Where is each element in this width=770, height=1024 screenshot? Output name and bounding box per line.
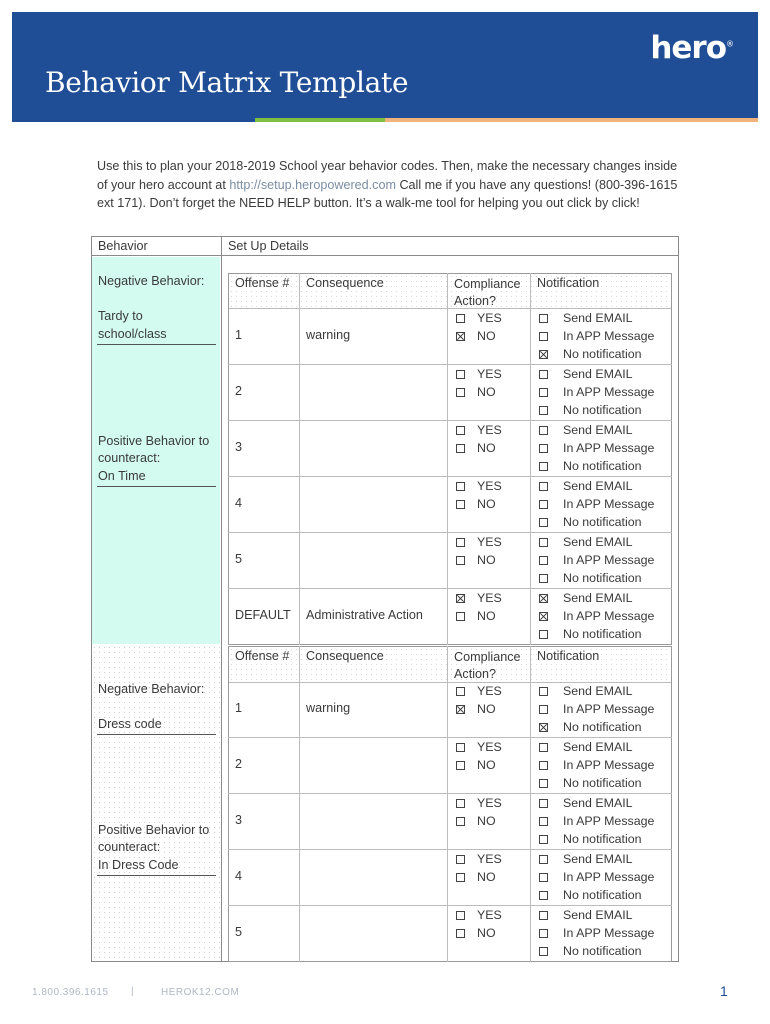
consequence-column-header: Consequence	[306, 649, 384, 663]
positive-behavior-label: Positive Behavior to	[98, 434, 210, 448]
negative-behavior-label: Negative Behavior:	[98, 682, 205, 696]
page-title: Behavior Matrix Template	[45, 66, 409, 99]
offense-number: 2	[235, 757, 243, 771]
offense-column-header: Offense #	[235, 276, 290, 290]
fill-in-line	[97, 734, 216, 735]
notification-email-option[interactable]	[539, 311, 633, 325]
compliance-yes-option[interactable]	[456, 423, 502, 437]
intro-text: Use this to plan your 2018-2019 School year behavior codes. Then, make the necessary changes inside of your hero account at	[97, 159, 678, 192]
positive-behavior-name[interactable]: On Time	[98, 469, 146, 483]
offense-number: 1	[235, 328, 243, 342]
notification-email-option[interactable]	[539, 684, 633, 698]
option-label: No notification	[563, 627, 642, 641]
option-label: NO	[477, 926, 496, 940]
option-label: No notification	[563, 571, 642, 585]
compliance-no-option[interactable]	[456, 441, 496, 455]
checkbox-none[interactable]	[539, 518, 548, 527]
option-label: YES	[477, 684, 502, 698]
option-label: Send EMAIL	[563, 908, 633, 922]
offense-number: 4	[235, 869, 243, 883]
fill-in-line	[97, 344, 216, 345]
checkbox-no[interactable]	[456, 929, 465, 938]
checkbox-no[interactable]	[456, 556, 465, 565]
option-label: No notification	[563, 888, 642, 902]
checkbox-none[interactable]	[539, 947, 548, 956]
checkbox-email[interactable]	[539, 799, 548, 808]
notification-app-option[interactable]	[539, 497, 654, 511]
option-label: Send EMAIL	[563, 852, 633, 866]
offense-column-header: Offense #	[235, 649, 290, 663]
checkbox-none[interactable]	[539, 630, 548, 639]
fill-in-line	[97, 486, 216, 487]
option-label: Send EMAIL	[563, 311, 633, 325]
offense-number: DEFAULT	[235, 608, 291, 622]
logo-registered-mark: ®	[726, 39, 734, 49]
checkbox-email[interactable]	[539, 687, 548, 696]
checkbox-none[interactable]	[539, 350, 548, 359]
option-label: NO	[477, 441, 496, 455]
notification-email-option[interactable]	[539, 423, 633, 437]
option-label: NO	[477, 814, 496, 828]
notification-column-header: Notification	[537, 649, 600, 663]
compliance-yes-option[interactable]	[456, 740, 502, 754]
compliance-no-option[interactable]	[456, 702, 496, 716]
checkbox-yes[interactable]	[456, 799, 465, 808]
compliance-no-option[interactable]	[456, 497, 496, 511]
compliance-no-option[interactable]	[456, 385, 496, 399]
setup-details-column-header: Set Up Details	[228, 239, 309, 253]
checkbox-yes[interactable]	[456, 314, 465, 323]
notification-email-option[interactable]	[539, 591, 633, 605]
option-label: No notification	[563, 403, 642, 417]
accent-stripe-green	[255, 118, 385, 122]
offense-number: 5	[235, 925, 243, 939]
notification-app-option[interactable]	[539, 553, 654, 567]
option-label: NO	[477, 385, 496, 399]
notification-email-option[interactable]	[539, 796, 633, 810]
compliance-yes-option[interactable]	[456, 852, 502, 866]
checkbox-no[interactable]	[456, 873, 465, 882]
option-label: Send EMAIL	[563, 423, 633, 437]
option-label: No notification	[563, 459, 642, 473]
checkbox-none[interactable]	[539, 462, 548, 471]
checkbox-app[interactable]	[539, 332, 548, 341]
checkbox-app[interactable]	[539, 873, 548, 882]
fill-in-line	[97, 875, 216, 876]
checkbox-no[interactable]	[456, 612, 465, 621]
checkbox-none[interactable]	[539, 723, 548, 732]
checkbox-email[interactable]	[539, 538, 548, 547]
checkbox-no[interactable]	[456, 388, 465, 397]
notification-email-option[interactable]	[539, 479, 633, 493]
notification-app-option[interactable]	[539, 385, 654, 399]
table-header-row	[91, 236, 679, 256]
setup-table-header	[229, 274, 671, 309]
compliance-yes-option[interactable]	[456, 367, 502, 381]
offense-number: 1	[235, 701, 243, 715]
option-label: No notification	[563, 944, 642, 958]
compliance-no-option[interactable]	[456, 926, 496, 940]
header-banner	[12, 12, 758, 118]
checkbox-app[interactable]	[539, 556, 548, 565]
option-label: YES	[477, 740, 502, 754]
option-label: In APP Message	[563, 553, 655, 567]
footer-separator: |	[131, 986, 134, 997]
notification-none-option[interactable]	[539, 459, 642, 473]
column-divider	[221, 236, 222, 962]
option-label: In APP Message	[563, 441, 655, 455]
checkbox-email[interactable]	[539, 482, 548, 491]
option-label: In APP Message	[563, 609, 655, 623]
compliance-no-option[interactable]	[456, 553, 496, 567]
compliance-yes-option[interactable]	[456, 796, 502, 810]
positive-behavior-label: Positive Behavior to	[98, 823, 210, 837]
option-label: NO	[477, 702, 496, 716]
option-label: YES	[477, 479, 502, 493]
checkbox-no[interactable]	[456, 705, 465, 714]
checkbox-yes[interactable]	[456, 743, 465, 752]
option-label: Send EMAIL	[563, 740, 633, 754]
option-label: NO	[477, 497, 496, 511]
notification-email-option[interactable]	[539, 535, 633, 549]
notification-app-option[interactable]	[539, 441, 654, 455]
option-label: NO	[477, 553, 496, 567]
option-label: In APP Message	[563, 702, 655, 716]
consequence-column-header: Consequence	[306, 276, 384, 290]
checkbox-yes[interactable]	[456, 426, 465, 435]
notification-none-option[interactable]	[539, 944, 642, 958]
logo-text: hero	[650, 30, 726, 66]
checkbox-yes[interactable]	[456, 855, 465, 864]
checkbox-none[interactable]	[539, 835, 548, 844]
option-label: In APP Message	[563, 926, 655, 940]
compliance-column-header: Compliance Action?	[454, 277, 521, 308]
option-label: No notification	[563, 832, 642, 846]
footer-phone: 1.800.396.1615	[32, 987, 109, 998]
checkbox-none[interactable]	[539, 406, 548, 415]
intro-text-continued: Call me if you have any questions! (800-396-1615 ext 171). Don’t forget the NEED HELP button. It’s a walk-me tool for helping you out click by click!	[97, 177, 678, 210]
compliance-yes-option[interactable]	[456, 311, 502, 325]
notification-email-option[interactable]	[539, 852, 633, 866]
checkbox-app[interactable]	[539, 612, 548, 621]
option-label: In APP Message	[563, 497, 655, 511]
checkbox-app[interactable]	[539, 705, 548, 714]
notification-none-option[interactable]	[539, 888, 642, 902]
page-number: 1	[720, 983, 728, 999]
notification-app-option[interactable]	[539, 609, 654, 623]
option-label: YES	[477, 852, 502, 866]
checkbox-email[interactable]	[539, 743, 548, 752]
setup-table-header	[229, 647, 671, 683]
option-label: YES	[477, 423, 502, 437]
notification-none-option[interactable]	[539, 571, 642, 585]
option-label: YES	[477, 796, 502, 810]
negative-behavior-name[interactable]: Tardy to	[98, 309, 143, 323]
checkbox-app[interactable]	[539, 444, 548, 453]
notification-app-option[interactable]	[539, 814, 654, 828]
option-label: NO	[477, 329, 496, 343]
checkbox-app[interactable]	[539, 500, 548, 509]
notification-email-option[interactable]	[539, 908, 633, 922]
option-label: Send EMAIL	[563, 684, 633, 698]
checkbox-no[interactable]	[456, 332, 465, 341]
checkbox-none[interactable]	[539, 779, 548, 788]
checkbox-email[interactable]	[539, 911, 548, 920]
checkbox-yes[interactable]	[456, 538, 465, 547]
compliance-no-option[interactable]	[456, 609, 496, 623]
option-label: YES	[477, 591, 502, 605]
compliance-yes-option[interactable]	[456, 535, 502, 549]
option-label: NO	[477, 609, 496, 623]
checkbox-yes[interactable]	[456, 482, 465, 491]
behavior-column-header: Behavior	[98, 239, 148, 253]
notification-app-option[interactable]	[539, 926, 654, 940]
checkbox-no[interactable]	[456, 817, 465, 826]
checkbox-email[interactable]	[539, 314, 548, 323]
compliance-no-option[interactable]	[456, 758, 496, 772]
option-label: No notification	[563, 515, 642, 529]
notification-none-option[interactable]	[539, 720, 642, 734]
checkbox-no[interactable]	[456, 761, 465, 770]
offense-number: 3	[235, 440, 243, 454]
compliance-no-option[interactable]	[456, 814, 496, 828]
notification-app-option[interactable]	[539, 329, 654, 343]
notification-app-option[interactable]	[539, 702, 654, 716]
notification-email-option[interactable]	[539, 740, 633, 754]
checkbox-email[interactable]	[539, 426, 548, 435]
option-label: No notification	[563, 347, 642, 361]
option-label: In APP Message	[563, 385, 655, 399]
offense-number: 3	[235, 813, 243, 827]
notification-none-option[interactable]	[539, 776, 642, 790]
compliance-no-option[interactable]	[456, 870, 496, 884]
option-label: In APP Message	[563, 814, 655, 828]
compliance-yes-option[interactable]	[456, 908, 502, 922]
checkbox-no[interactable]	[456, 444, 465, 453]
consequence-value[interactable]: warning	[306, 701, 351, 715]
option-label: YES	[477, 311, 502, 325]
positive-behavior-label: counteract:	[98, 840, 161, 854]
option-label: YES	[477, 908, 502, 922]
option-label: Send EMAIL	[563, 535, 633, 549]
option-label: YES	[477, 535, 502, 549]
notification-none-option[interactable]	[539, 832, 642, 846]
compliance-yes-option[interactable]	[456, 591, 502, 605]
option-label: In APP Message	[563, 758, 655, 772]
accent-stripe-orange	[385, 118, 758, 122]
intro-paragraph	[97, 157, 691, 213]
negative-behavior-name[interactable]: Dress code	[98, 717, 162, 731]
checkbox-email[interactable]	[539, 370, 548, 379]
checkbox-yes[interactable]	[456, 911, 465, 920]
checkbox-none[interactable]	[539, 574, 548, 583]
checkbox-app[interactable]	[539, 388, 548, 397]
footer-website: HEROK12.COM	[161, 987, 240, 998]
consequence-value[interactable]: warning	[306, 328, 351, 342]
option-label: YES	[477, 367, 502, 381]
option-label: Send EMAIL	[563, 479, 633, 493]
checkbox-yes[interactable]	[456, 370, 465, 379]
option-label: NO	[477, 758, 496, 772]
offense-number: 4	[235, 496, 243, 510]
checkbox-no[interactable]	[456, 500, 465, 509]
compliance-column-header: Compliance Action?	[454, 650, 521, 681]
option-label: In APP Message	[563, 329, 655, 343]
offense-number: 5	[235, 552, 243, 566]
compliance-yes-option[interactable]	[456, 684, 502, 698]
negative-behavior-name[interactable]: school/class	[98, 327, 167, 341]
notification-column-header: Notification	[537, 276, 600, 290]
notification-none-option[interactable]	[539, 515, 642, 529]
checkbox-email[interactable]	[539, 594, 548, 603]
notification-app-option[interactable]	[539, 870, 654, 884]
compliance-yes-option[interactable]	[456, 479, 502, 493]
negative-behavior-label: Negative Behavior:	[98, 274, 205, 288]
checkbox-none[interactable]	[539, 891, 548, 900]
notification-none-option[interactable]	[539, 627, 642, 641]
notification-none-option[interactable]	[539, 403, 642, 417]
option-label: Send EMAIL	[563, 796, 633, 810]
option-label: Send EMAIL	[563, 367, 633, 381]
option-label: No notification	[563, 776, 642, 790]
offense-number: 2	[235, 384, 243, 398]
checkbox-app[interactable]	[539, 761, 548, 770]
consequence-value[interactable]: Administrative Action	[306, 608, 423, 622]
checkbox-yes[interactable]	[456, 594, 465, 603]
hero-logo	[650, 30, 734, 66]
notification-app-option[interactable]	[539, 758, 654, 772]
checkbox-yes[interactable]	[456, 687, 465, 696]
setup-link[interactable]: http://setup.heropowered.com	[229, 177, 396, 192]
notification-email-option[interactable]	[539, 367, 633, 381]
option-label: Send EMAIL	[563, 591, 633, 605]
option-label: In APP Message	[563, 870, 655, 884]
checkbox-email[interactable]	[539, 855, 548, 864]
option-label: NO	[477, 870, 496, 884]
positive-behavior-name[interactable]: In Dress Code	[98, 858, 179, 872]
accent-stripe-blue	[12, 118, 255, 122]
positive-behavior-label: counteract:	[98, 451, 161, 465]
compliance-no-option[interactable]	[456, 329, 496, 343]
notification-none-option[interactable]	[539, 347, 642, 361]
checkbox-app[interactable]	[539, 817, 548, 826]
option-label: No notification	[563, 720, 642, 734]
checkbox-app[interactable]	[539, 929, 548, 938]
